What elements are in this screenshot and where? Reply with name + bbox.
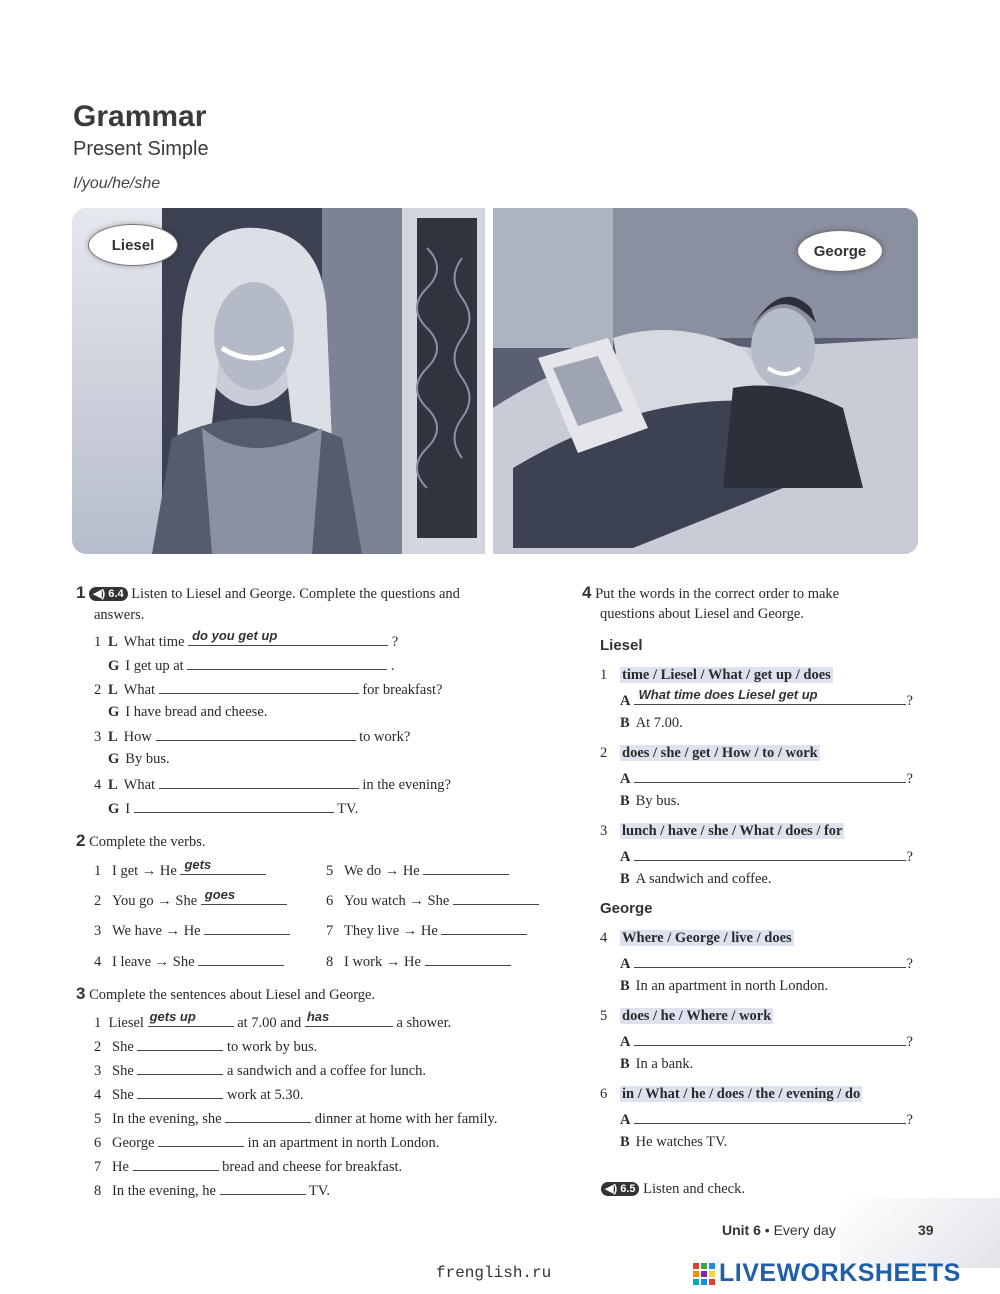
ex4-prompt: 2 does / she / get / How / to / work <box>600 745 818 761</box>
ex4-answer-line: A ? <box>620 953 913 973</box>
footer-unit: Unit 6 • Every day <box>722 1222 836 1238</box>
ex3-item: 2 She to work by bus. <box>94 1036 317 1056</box>
ex1-item: G I TV. <box>94 798 358 818</box>
ex1-heading <box>76 584 460 603</box>
page-title: Grammar <box>73 100 207 133</box>
ex2-item: 8 I work → He <box>326 951 511 971</box>
audio-icon[interactable]: ◀) 6.4 <box>89 587 127 601</box>
answer-field[interactable] <box>634 768 906 783</box>
ex4-response: B A sandwich and coffee. <box>620 871 772 887</box>
answer-field[interactable]: do you get up <box>188 631 388 646</box>
answer-field[interactable] <box>134 798 334 813</box>
ex2-item: 1 I get → He gets <box>94 860 266 880</box>
ex3-item: 4 She work at 5.30. <box>94 1084 304 1104</box>
answer-field[interactable] <box>156 726 356 741</box>
ex1-item: 4 L What in the evening? <box>94 774 451 794</box>
ex3-heading: 3 Complete the sentences about Liesel and George. <box>76 984 376 1003</box>
answer-field[interactable] <box>159 679 359 694</box>
george-name-bubble: George <box>797 230 883 272</box>
ex4-response: B He watches TV. <box>620 1134 728 1150</box>
page-subtitle: Present Simple <box>73 138 209 160</box>
liveworksheets-logo: LIVEWORKSHEETS <box>693 1259 961 1288</box>
ex4-prompt: 1 time / Liesel / What / get up / does <box>600 667 831 683</box>
answer-field[interactable] <box>425 951 511 966</box>
answer-field[interactable] <box>634 953 906 968</box>
answer-field[interactable] <box>137 1036 223 1051</box>
ex2-item: 4 I leave → She <box>94 951 284 971</box>
answer-field[interactable] <box>204 920 290 935</box>
answer-field[interactable] <box>634 846 906 861</box>
ex3-item-1: 1 Liesel gets up at 7.00 and has a shower. <box>94 1009 452 1031</box>
answer-field[interactable] <box>423 860 509 875</box>
answer-field[interactable] <box>158 1132 244 1147</box>
ex4-answer-line: A ? <box>620 1109 913 1129</box>
group-heading-george: George <box>600 900 653 917</box>
ex2-item: 3 We have → He <box>94 920 290 940</box>
ex2-heading: 2 Complete the verbs. <box>76 831 206 850</box>
answer-field[interactable] <box>198 951 284 966</box>
answer-field[interactable]: gets up <box>148 1012 234 1027</box>
ex3-instruction: Complete the sentences about Liesel and George. <box>89 987 376 1003</box>
answer-field[interactable]: has <box>305 1012 393 1027</box>
ex4-answer-line: A ? <box>620 846 913 866</box>
ex2-item: 5 We do → He <box>326 860 509 880</box>
answer-field[interactable] <box>187 655 387 670</box>
ex3-item: 6 George in an apartment in north London. <box>94 1132 439 1152</box>
page-number: 39 <box>918 1222 934 1238</box>
site-url: frenglish.ru <box>436 1264 552 1282</box>
ex2-item: 6 You watch → She <box>326 890 539 910</box>
answer-field[interactable] <box>634 1109 906 1124</box>
ex1-instruction: Listen to Liesel and George. Complete the questions and <box>131 586 460 602</box>
answer-field[interactable] <box>137 1084 223 1099</box>
ex1-item: G By bus. <box>108 751 170 767</box>
answer-field[interactable] <box>441 920 527 935</box>
audio-icon[interactable]: ◀) 6.5 <box>601 1182 639 1196</box>
ex4-prompt: 6 in / What / he / does / the / evening / do <box>600 1086 861 1102</box>
ex4-prompt: 4 Where / George / live / does <box>600 930 792 946</box>
answer-field[interactable] <box>225 1108 311 1123</box>
group-heading-liesel: Liesel <box>600 637 643 654</box>
ex1-item: 3 L How to work? <box>94 726 410 746</box>
ex4-response: B At 7.00. <box>620 715 683 731</box>
ex2-item: 7 They live → He <box>326 920 527 940</box>
ex1-item: 1 L What time do you get up ? <box>94 628 399 650</box>
answer-field[interactable] <box>453 890 539 905</box>
ex1-number: 1 <box>76 583 86 602</box>
ex1-item: G I have bread and cheese. <box>108 704 268 720</box>
ex4-prompt: 5 does / he / Where / work <box>600 1008 772 1024</box>
ex4-answer-line: A What time does Liesel get up ? <box>620 687 913 709</box>
answer-field[interactable] <box>133 1156 219 1171</box>
logo-grid-icon <box>693 1263 715 1285</box>
liesel-name-bubble: Liesel <box>88 224 178 266</box>
answer-field[interactable]: gets <box>180 860 266 875</box>
ex3-item: 5 In the evening, she dinner at home with her family. <box>94 1108 497 1128</box>
ex4-prompt: 3 lunch / have / she / What / does / for <box>600 823 843 839</box>
ex2-instruction: Complete the verbs. <box>89 834 206 850</box>
ex3-item: 7 He bread and cheese for breakfast. <box>94 1156 402 1176</box>
section-label: I/you/he/she <box>73 175 161 192</box>
answer-field[interactable] <box>634 1031 906 1046</box>
ex4-response: B In an apartment in north London. <box>620 978 829 994</box>
ex4-instruction-cont: questions about Liesel and George. <box>600 606 804 622</box>
answer-field[interactable]: goes <box>201 890 287 905</box>
answer-field[interactable]: What time does Liesel get up <box>634 690 906 705</box>
answer-field[interactable] <box>137 1060 223 1075</box>
ex3-item: 8 In the evening, he TV. <box>94 1180 330 1200</box>
answer-field[interactable] <box>220 1180 306 1195</box>
listen-and-check: ◀) 6.5 Listen and check. <box>601 1180 745 1198</box>
answer-field[interactable] <box>159 774 359 789</box>
ex2-item: 2 You go → She goes <box>94 890 287 910</box>
ex4-instruction: Put the words in the correct order to make <box>595 586 840 602</box>
ex1-item: G I get up at . <box>94 655 395 675</box>
ex1-item: 2 L What for breakfast? <box>94 679 442 699</box>
ex3-item: 3 She a sandwich and a coffee for lunch. <box>94 1060 426 1080</box>
ex4-heading: 4 Put the words in the correct order to make <box>582 583 840 602</box>
ex4-answer-line: A ? <box>620 768 913 788</box>
ex4-response: B In a bank. <box>620 1056 694 1072</box>
ex4-answer-line: A ? <box>620 1031 913 1051</box>
ex1-instruction-cont: answers. <box>94 607 145 623</box>
ex4-response: B By bus. <box>620 793 680 809</box>
